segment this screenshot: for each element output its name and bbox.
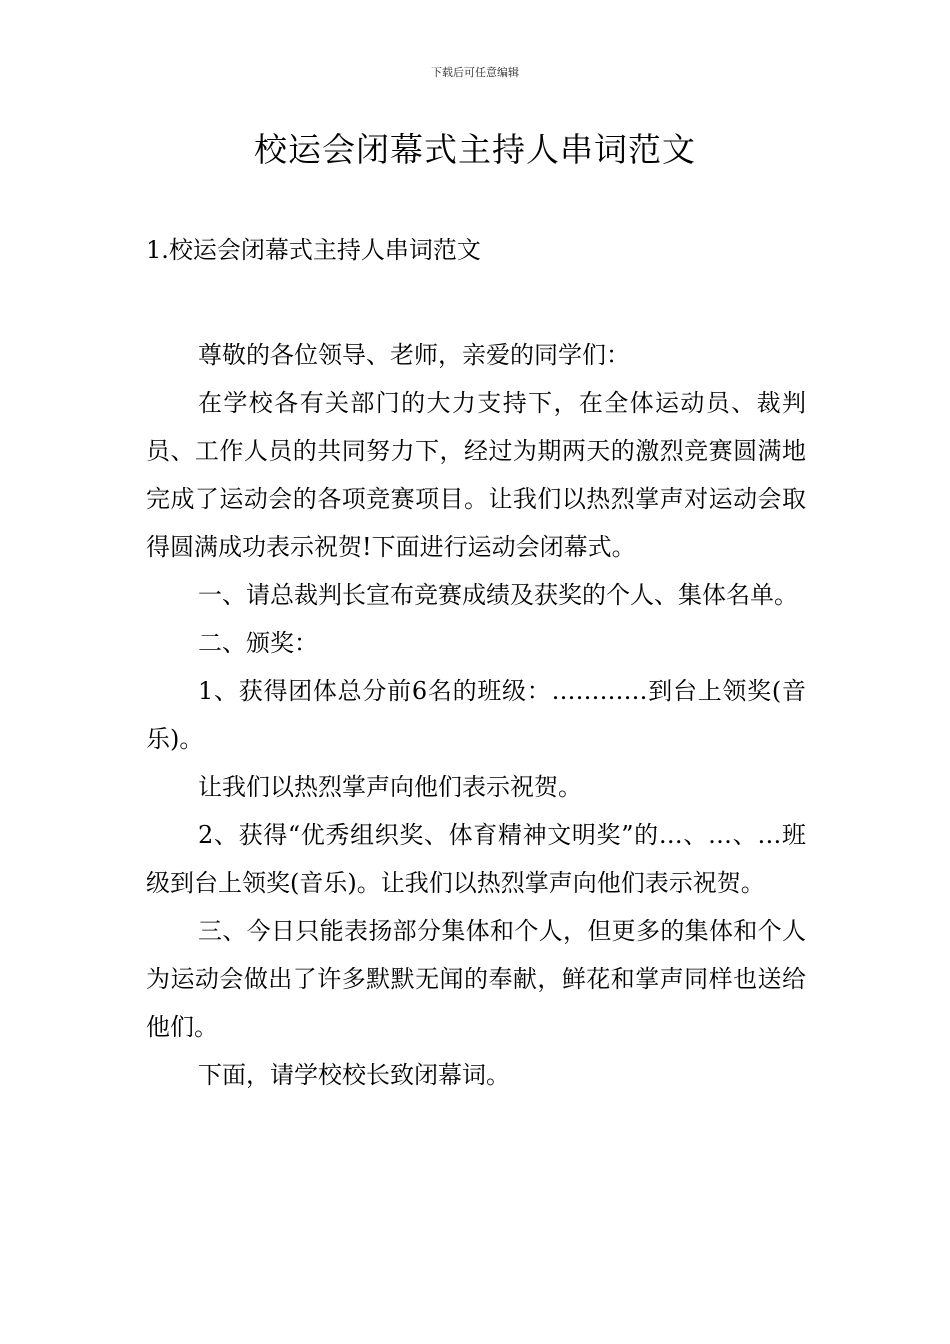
section-heading: 1.校运会闭幕式主持人串词范文: [146, 236, 481, 264]
page-header-note: 下载后可任意编辑: [431, 66, 519, 79]
paragraph-item-two: 二、颁奖：: [198, 629, 318, 657]
paragraph-applause: 让我们以热烈掌声向他们表示祝贺。: [198, 773, 582, 801]
paragraph-item-three: 三、今日只能表扬部分集体和个人，但更多的集体和个人为运动会做出了许多默默无闻的奉献，鲜花和掌声同样也送给他们。: [146, 917, 806, 1041]
paragraph-item-one: 一、请总裁判长宣布竞赛成绩及获奖的个人、集体名单。: [198, 581, 798, 609]
paragraph-award-two: 2、获得“优秀组织奖、体育精神文明奖”的…、…、…班级到台上领奖(音乐)。让我们以热烈掌声向他们表示祝贺。: [146, 821, 806, 897]
document-body: [146, 331, 806, 1099]
paragraph-closing: 下面，请学校校长致闭幕词。: [198, 1061, 510, 1089]
paragraph-greeting: 尊敬的各位领导、老师，亲爱的同学们：: [198, 341, 630, 369]
paragraph-award-one: 1、获得团体总分前6名的班级：…………到台上领奖(音乐)。: [146, 677, 806, 753]
paragraph-opening: 在学校各有关部门的大力支持下，在全体运动员、裁判员、工作人员的共同努力下，经过为期两天的激烈竞赛圆满地完成了运动会的各项竞赛项目。让我们以热烈掌声对运动会取得圆满成功表示祝贺!下面进行运动会闭幕式。: [146, 389, 806, 561]
document-title: 校运会闭幕式主持人串词范文: [254, 130, 696, 169]
